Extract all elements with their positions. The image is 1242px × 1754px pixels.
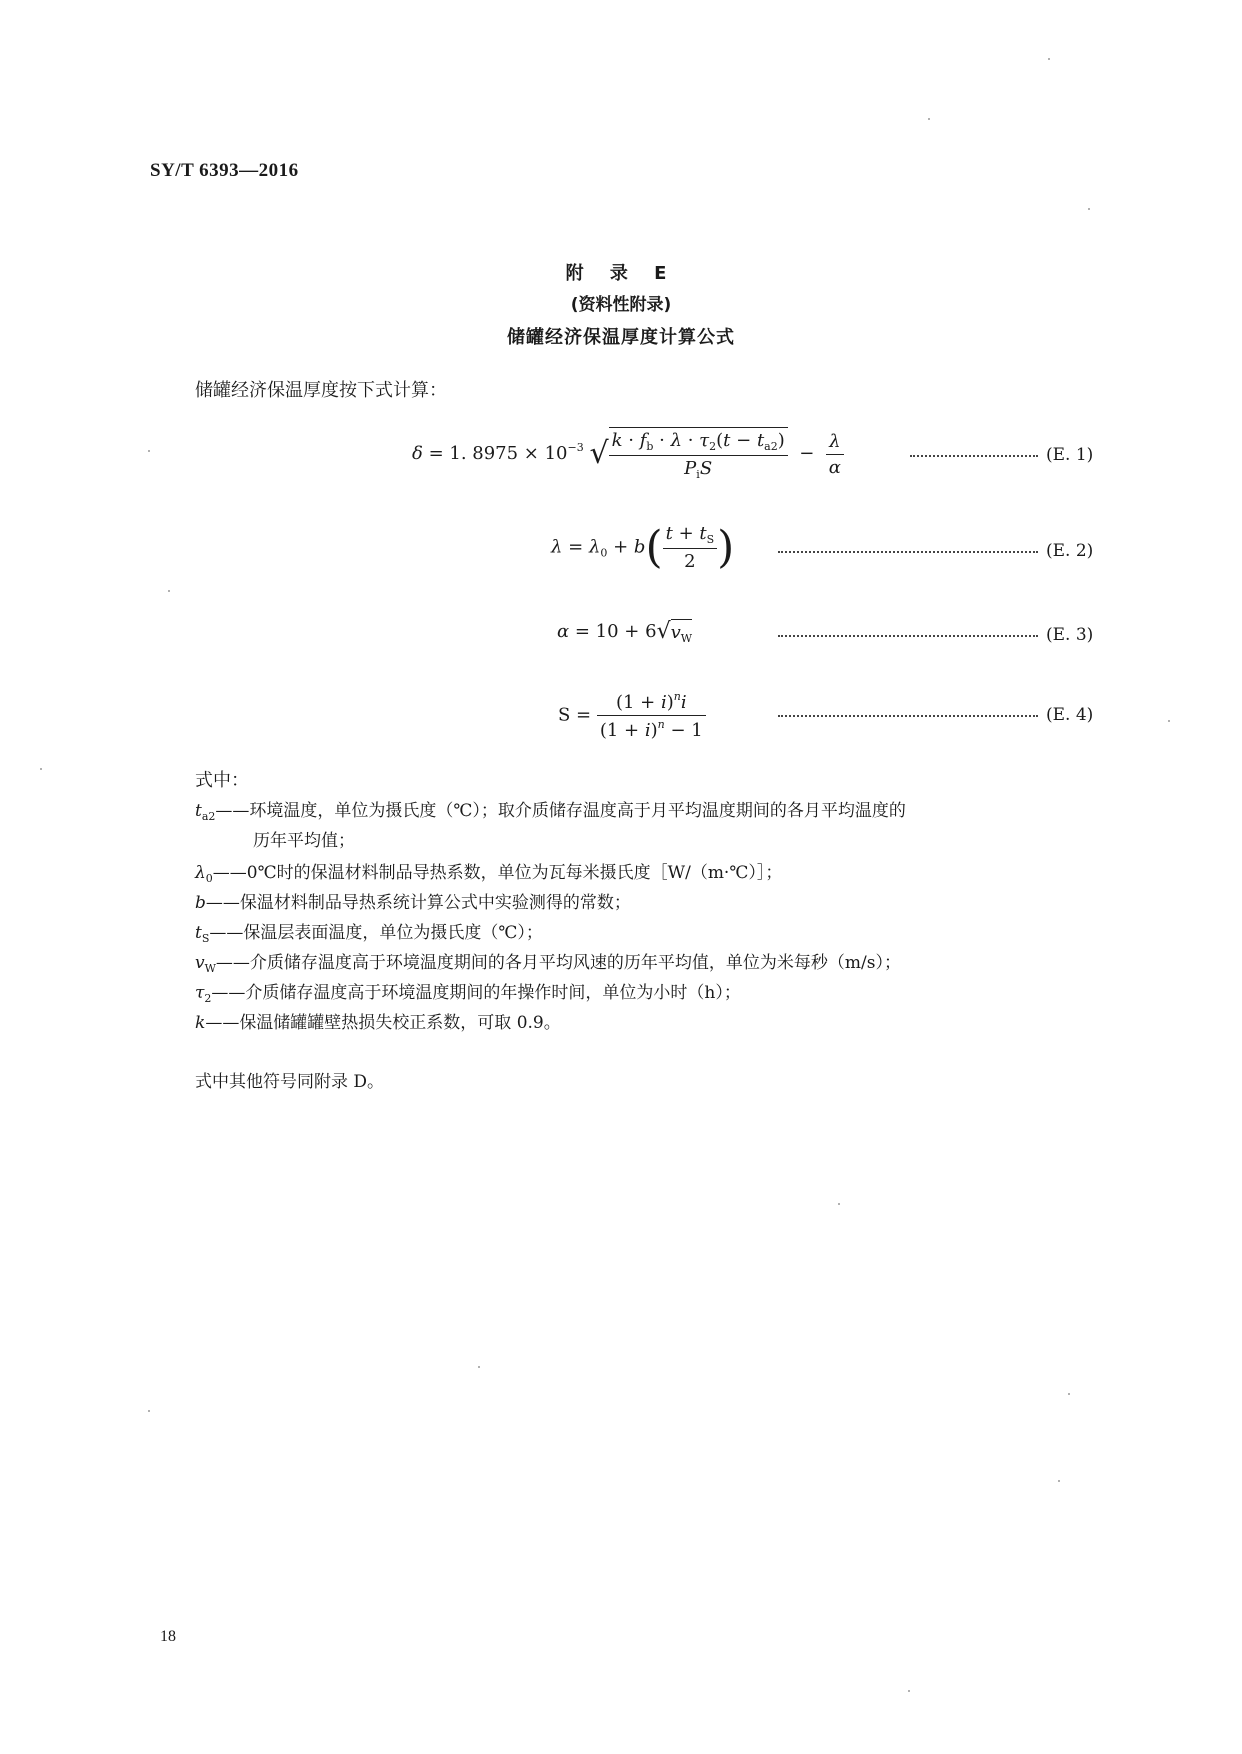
equation-e3: $\alpha = 10 + 6√v_W$ xyxy=(557,619,693,645)
scan-speck xyxy=(168,590,170,592)
scan-speck xyxy=(1048,58,1050,60)
scan-speck xyxy=(478,1366,480,1368)
scan-speck xyxy=(40,768,42,770)
definition-item: $v_W——$介质储存温度高于环境温度期间的各月平均风速的历年平均值，单位为米每秒（m/s）； xyxy=(195,953,901,975)
appendix-type: (资料性附录) xyxy=(570,295,672,315)
scan-speck xyxy=(1068,1393,1070,1395)
definition-item: $\lambda_0——0℃$时的保温材料制品导热系数，单位为瓦每米摄氏度［W/（m·℃）］； xyxy=(195,863,783,885)
page-number: 18 xyxy=(160,1628,176,1645)
definition-item: b——保温材料制品导热系统计算公式中实验测得的常数； xyxy=(195,893,631,913)
equation-e4: S = $\frac{(1 + i)^ni}{(1 + i)^n - 1}$ xyxy=(558,690,706,741)
footer-note: 式中其他符号同附录 D。 xyxy=(195,1072,385,1092)
scan-speck xyxy=(1058,1480,1060,1482)
equation-number-e4: (E. 4) xyxy=(1046,705,1094,725)
sqrt-icon: $√v_W$ xyxy=(656,619,693,645)
where-label: 式中： xyxy=(195,770,249,791)
equation-number-e1: (E. 1) xyxy=(1046,445,1094,465)
scan-speck xyxy=(1088,208,1090,210)
scan-speck xyxy=(838,1203,840,1205)
scan-speck xyxy=(1168,720,1170,722)
definition-item: k——保温储罐罐壁热损失校正系数，可取 0.9。 xyxy=(195,1013,561,1033)
leader-dots xyxy=(778,635,1038,637)
sqrt-icon: √ $\frac{k \cdot f_b \cdot \lambda \cdot \tau_2(t - t_{a2})}{P_iS}$ xyxy=(589,427,787,481)
appendix-title: 附 录 E xyxy=(565,263,677,284)
equation-number-e3: (E. 3) xyxy=(1046,625,1094,645)
leader-dots xyxy=(778,551,1038,553)
leader-dots xyxy=(778,715,1038,717)
definition-item: $t_{a2}——$环境温度，单位为摄氏度（℃）；取介质储存温度高于月平均温度期间的各月平均温度的 历年平均值； xyxy=(195,801,906,851)
definition-item: $t_S——$保温层表面温度，单位为摄氏度（℃）； xyxy=(195,923,543,945)
scan-speck xyxy=(908,1690,910,1692)
definition-item: $\tau_2——$介质储存温度高于环境温度期间的年操作时间，单位为小时（h）； xyxy=(195,983,741,1005)
equation-number-e2: (E. 2) xyxy=(1046,541,1094,561)
scan-speck xyxy=(148,450,150,452)
appendix-name: 储罐经济保温厚度计算公式 xyxy=(507,327,735,348)
equation-e2: $\lambda = \lambda_0 + b$( $\frac{t + t_S}{2}$ ) xyxy=(551,521,735,573)
equation-e1: δ = 1. $8975 \times 10^{-3}$ √ $\frac{k \cdot f_b \cdot \lambda \cdot \tau_2(t - t_{a2})}{P_iS}$ − $\frac{\lambda}{\alpha}$ xyxy=(412,427,844,481)
scan-speck xyxy=(148,1410,150,1412)
standard-code: SY/T 6393—2016 xyxy=(150,160,299,181)
leader-dots xyxy=(910,455,1038,457)
scan-speck xyxy=(928,118,930,120)
intro-text: 储罐经济保温厚度按下式计算： xyxy=(195,380,447,401)
